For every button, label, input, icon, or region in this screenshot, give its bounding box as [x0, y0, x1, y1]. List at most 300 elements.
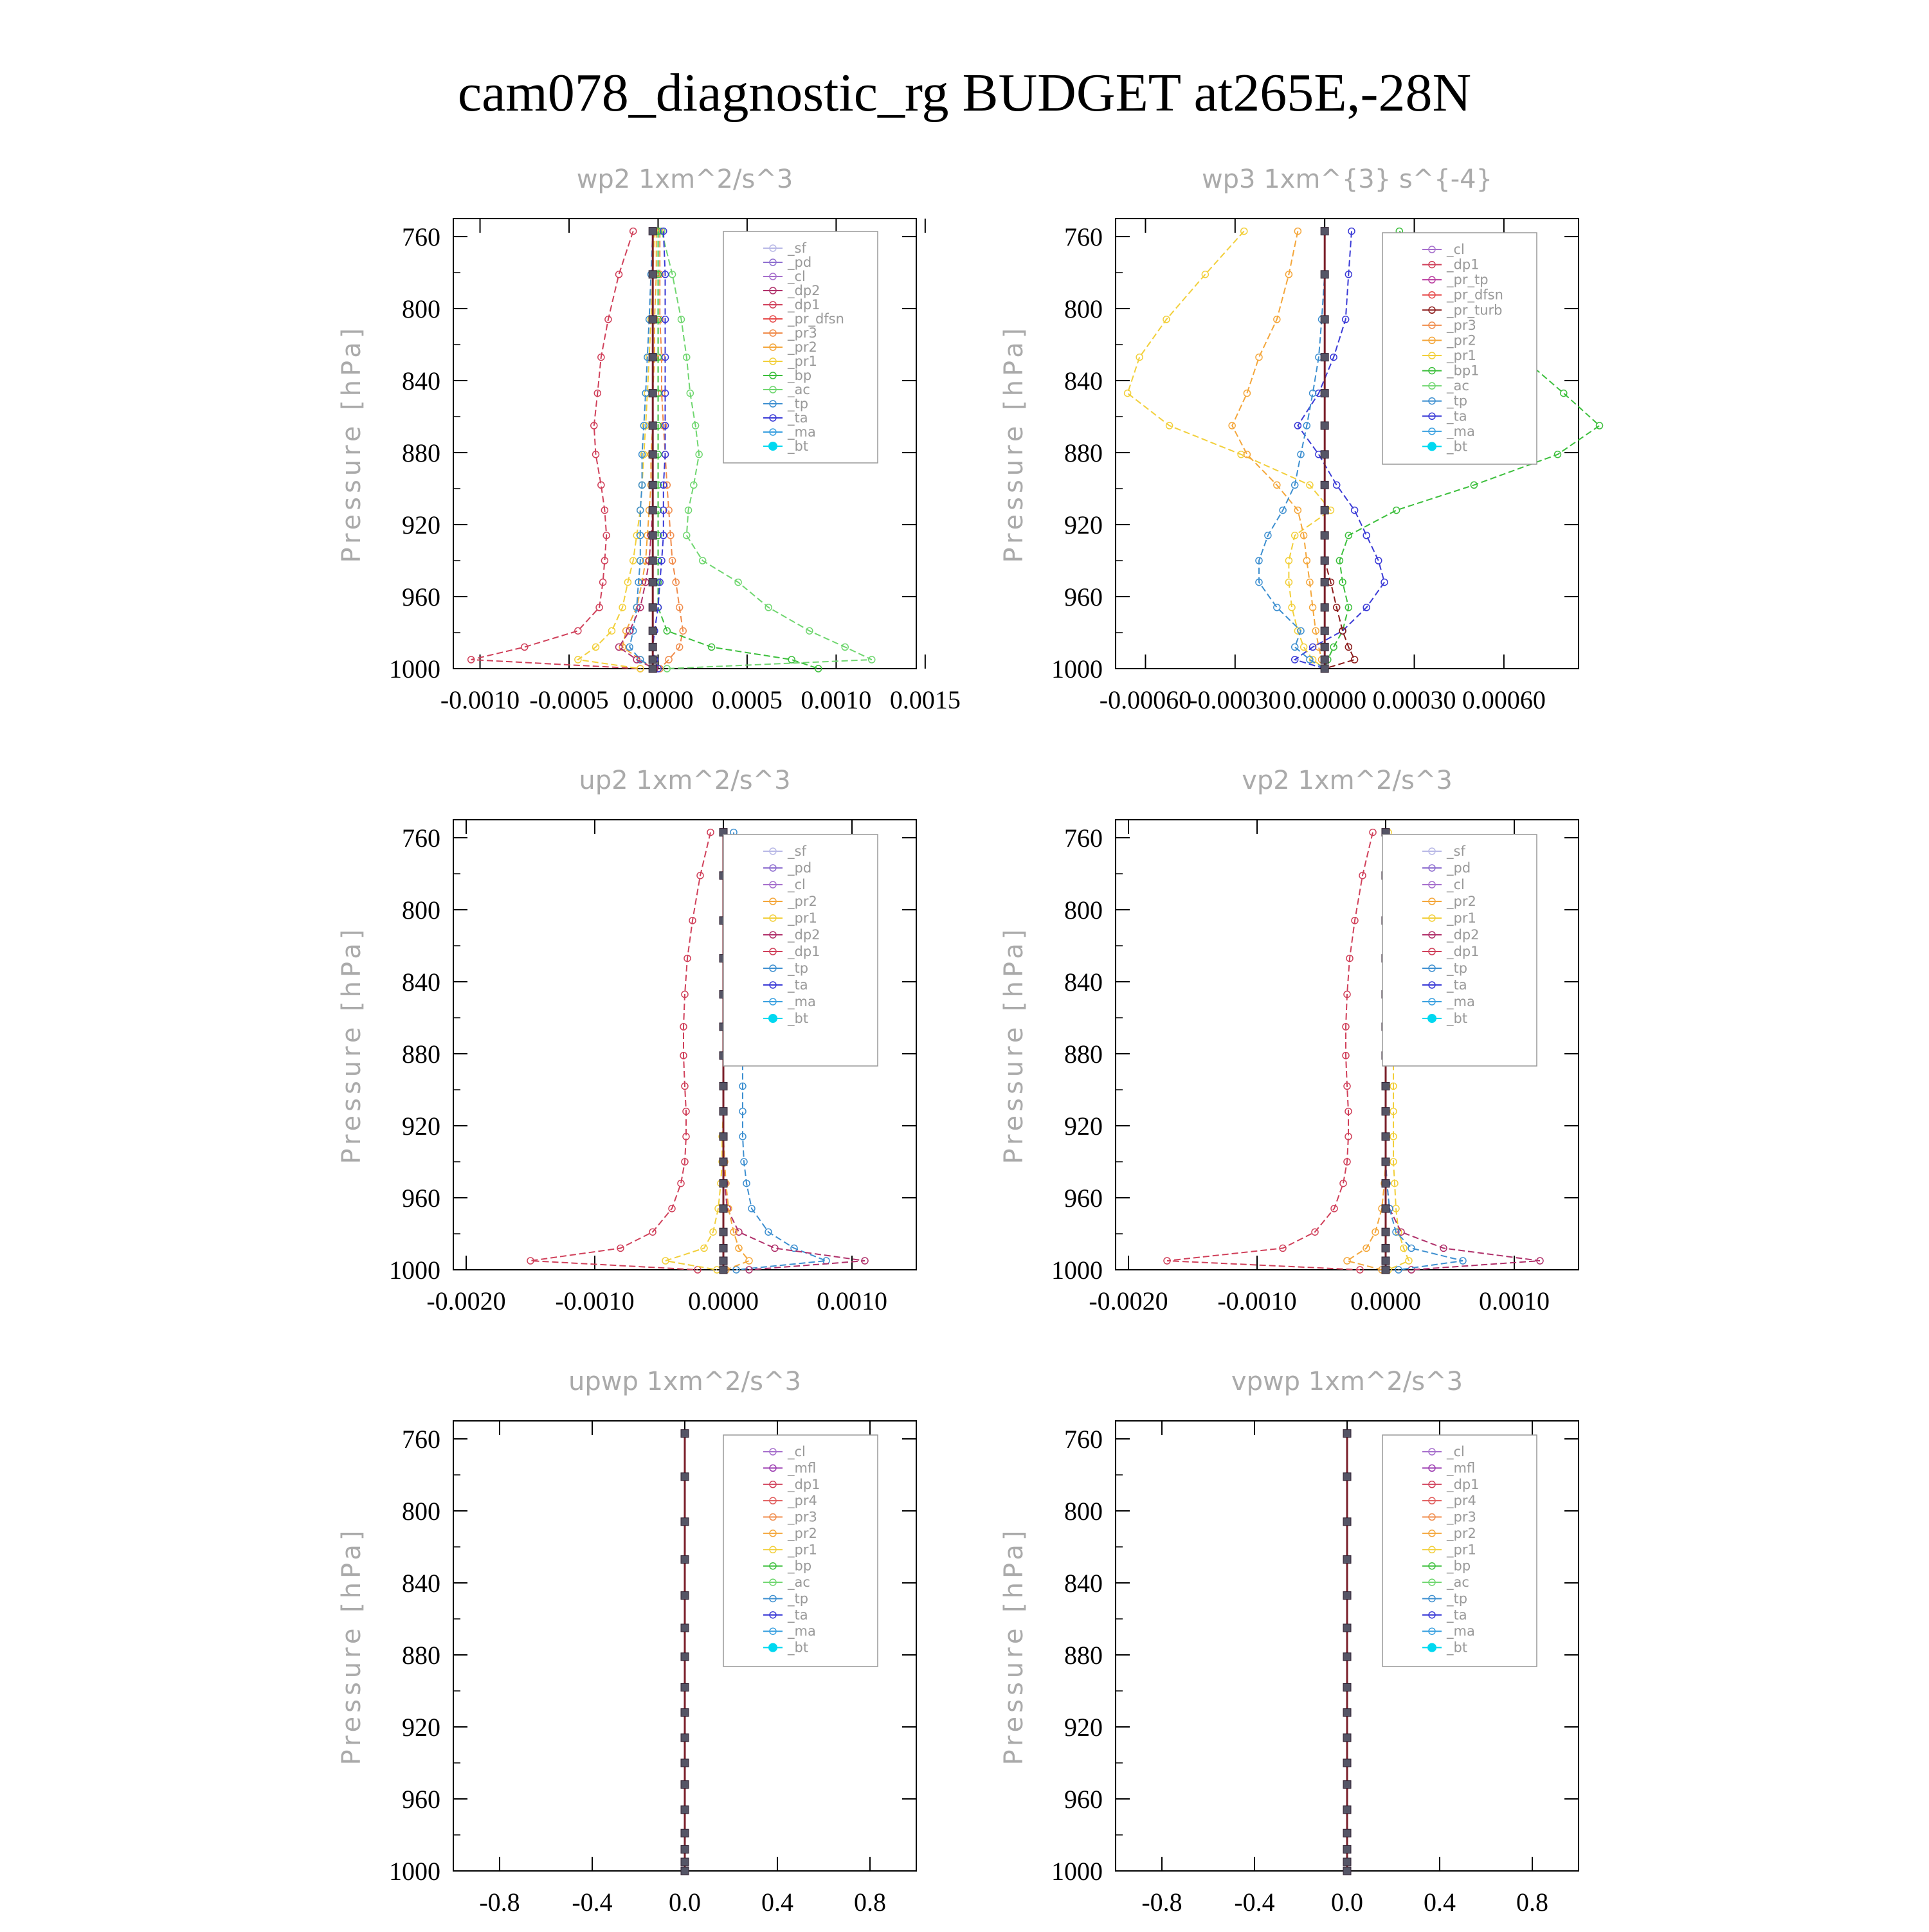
- data-point: [681, 1845, 689, 1853]
- data-point: [649, 656, 657, 664]
- series-line-pr2: [1347, 833, 1386, 1270]
- legend-entry: _cl: [788, 269, 806, 284]
- y-tick-label: 760: [402, 222, 440, 251]
- y-tick-label: 760: [1064, 222, 1103, 251]
- y-tick-label: 800: [402, 1497, 440, 1526]
- data-point: [1382, 1108, 1390, 1115]
- data-point: [1321, 532, 1328, 539]
- x-tick-label: 0.0010: [1479, 1286, 1550, 1315]
- data-point: [1321, 507, 1328, 514]
- x-tick-label: -0.0010: [440, 685, 520, 714]
- data-point: [720, 1228, 727, 1236]
- data-point: [1382, 1257, 1390, 1265]
- legend-entry: _tp: [1447, 393, 1468, 409]
- data-point: [720, 1133, 727, 1141]
- data-point: [1321, 271, 1328, 278]
- data-point: [681, 1709, 689, 1717]
- data-point: [1321, 656, 1328, 664]
- data-point: [720, 1158, 727, 1166]
- legend-entry: _ac: [788, 1575, 810, 1591]
- x-tick-label: 0.0005: [711, 685, 783, 714]
- data-point: [649, 507, 657, 514]
- series-line-pr2: [622, 231, 657, 669]
- data-point: [1321, 481, 1328, 489]
- legend-entry: _pr_dfsn: [788, 311, 844, 327]
- legend-entry: _pd: [1447, 860, 1471, 876]
- y-axis-label: Pressure [hPa]: [999, 925, 1029, 1164]
- y-tick-label: 920: [402, 510, 440, 539]
- data-point: [608, 627, 615, 634]
- data-point: [681, 1653, 689, 1661]
- x-tick-label: 0.4: [1424, 1888, 1456, 1917]
- legend: [1382, 835, 1537, 1066]
- data-point: [1321, 665, 1328, 673]
- y-tick-label: 920: [402, 1713, 440, 1742]
- data-point: [681, 1624, 689, 1632]
- data-point: [1321, 451, 1328, 458]
- y-axis-label: Pressure [hPa]: [999, 324, 1029, 563]
- data-point: [649, 665, 657, 673]
- legend-entry: _bt: [1447, 438, 1468, 455]
- series-line-pr1: [666, 833, 723, 1270]
- legend-entry: _ma: [1447, 423, 1475, 439]
- data-point: [720, 1180, 727, 1187]
- data-point: [681, 1858, 689, 1866]
- legend-entry: _pr2: [1447, 894, 1476, 909]
- data-point: [1382, 1158, 1390, 1166]
- legend-entry: _ac: [1447, 378, 1469, 394]
- y-tick-label: 840: [1064, 1569, 1103, 1598]
- legend-entry: _dp1: [788, 297, 820, 312]
- x-tick-label: 0.4: [761, 1888, 793, 1917]
- legend-entry: _pr3: [788, 325, 817, 341]
- data-point: [649, 481, 657, 489]
- data-point: [649, 422, 657, 429]
- legend-marker: [768, 442, 777, 451]
- y-tick-label: 920: [1064, 1112, 1103, 1141]
- x-tick-label: 0.0010: [801, 685, 872, 714]
- data-point: [1343, 1829, 1351, 1837]
- data-point: [1343, 1430, 1351, 1438]
- legend-entry: _dp2: [788, 927, 820, 943]
- x-tick-label: 0.8: [1516, 1888, 1548, 1917]
- y-tick-label: 1000: [389, 1857, 440, 1886]
- legend-entry: _pr4: [788, 1493, 817, 1509]
- data-point: [1561, 390, 1567, 397]
- y-tick-label: 960: [1064, 1184, 1103, 1213]
- data-point: [681, 1683, 689, 1691]
- y-tick-label: 920: [1064, 1713, 1103, 1742]
- y-tick-label: 880: [1064, 1040, 1103, 1069]
- y-axis-label: Pressure [hPa]: [337, 324, 367, 563]
- data-point: [649, 316, 657, 323]
- data-point: [1343, 1592, 1351, 1600]
- y-tick-label: 960: [402, 1184, 440, 1213]
- x-tick-label: -0.00030: [1189, 685, 1281, 714]
- data-point: [1343, 1759, 1351, 1767]
- legend-entry: _pr2: [1447, 1525, 1476, 1541]
- legend-entry: _pd: [788, 860, 812, 876]
- data-point: [1321, 390, 1328, 397]
- legend-entry: _bt: [1447, 1639, 1468, 1656]
- chart-panel-6: [999, 1367, 1579, 1917]
- chart-title: upwp 1xm^2/s^3: [568, 1367, 801, 1396]
- legend-entry: _ta: [1447, 408, 1467, 424]
- legend-entry: _pd: [788, 255, 812, 270]
- x-tick-label: -0.0010: [1217, 1286, 1297, 1315]
- data-point: [1352, 656, 1358, 663]
- y-tick-label: 800: [1064, 294, 1103, 323]
- y-tick-label: 1000: [389, 1256, 440, 1285]
- data-point: [1321, 579, 1328, 586]
- y-axis-label: Pressure [hPa]: [999, 1526, 1029, 1765]
- legend-entry: _mfl: [788, 1460, 817, 1476]
- data-point: [1382, 1266, 1390, 1274]
- data-point: [681, 1556, 689, 1564]
- legend-entry: _cl: [788, 877, 806, 892]
- y-tick-label: 1000: [1051, 1857, 1103, 1886]
- data-point: [649, 354, 657, 361]
- data-point: [746, 1258, 752, 1264]
- legend: [723, 231, 878, 463]
- data-point: [720, 1108, 727, 1115]
- x-tick-label: -0.0020: [1089, 1286, 1168, 1315]
- data-point: [1382, 1180, 1390, 1187]
- data-point: [1343, 1653, 1351, 1661]
- data-point: [1352, 507, 1358, 514]
- y-tick-label: 760: [1064, 824, 1103, 853]
- legend-entry: _dp1: [1447, 257, 1480, 273]
- y-tick-label: 880: [402, 1040, 440, 1069]
- legend-entry: _bt: [1447, 1011, 1468, 1026]
- x-tick-label: 0.00000: [1283, 685, 1367, 714]
- data-point: [1321, 557, 1328, 564]
- data-point: [720, 1082, 727, 1090]
- data-point: [681, 1781, 689, 1789]
- data-point: [681, 1430, 689, 1438]
- data-point: [1321, 643, 1328, 651]
- chart-title: wp2 1xm^2/s^3: [576, 165, 793, 194]
- data-point: [1382, 1082, 1390, 1090]
- chart-panel-3: [337, 766, 916, 1315]
- data-point: [649, 627, 657, 635]
- y-tick-label: 840: [402, 968, 440, 997]
- legend-entry: _pr2: [788, 894, 817, 909]
- legend-entry: _ta: [1447, 977, 1467, 993]
- legend-entry: _ma: [1447, 1623, 1475, 1639]
- y-tick-label: 960: [402, 1785, 440, 1814]
- data-point: [1343, 1473, 1351, 1481]
- y-tick-label: 920: [1064, 510, 1103, 539]
- data-point: [1343, 1518, 1351, 1526]
- legend-entry: _pr_dfsn: [1447, 287, 1503, 303]
- legend-entry: _pr3: [788, 1509, 817, 1525]
- data-point: [1256, 354, 1262, 361]
- data-point: [649, 604, 657, 611]
- chart-panel-2: [999, 165, 1603, 714]
- data-point: [720, 1205, 727, 1213]
- y-tick-label: 840: [1064, 366, 1103, 395]
- legend-entry: _tp: [788, 396, 809, 411]
- x-tick-label: -0.4: [572, 1888, 613, 1917]
- legend-entry: _bp: [1447, 1558, 1471, 1574]
- legend-entry: _pr1: [788, 354, 817, 369]
- legend: [723, 1435, 878, 1666]
- legend-entry: _pr_turb: [1447, 302, 1503, 318]
- series-line-pr1: [578, 231, 655, 669]
- x-tick-label: 0.0010: [817, 1286, 887, 1315]
- legend-entry: _pr1: [788, 1542, 817, 1558]
- x-tick-label: 0.0000: [622, 685, 694, 714]
- x-tick-label: 0.0: [669, 1888, 701, 1917]
- y-tick-label: 960: [402, 582, 440, 611]
- data-point: [1321, 316, 1328, 323]
- data-point: [1136, 354, 1143, 361]
- legend: [1382, 233, 1537, 464]
- data-point: [649, 579, 657, 586]
- y-tick-label: 880: [402, 438, 440, 467]
- legend-entry: _sf: [788, 844, 806, 859]
- legend-entry: _bp1: [1447, 363, 1480, 379]
- data-point: [1330, 644, 1337, 650]
- legend-entry: _ta: [788, 410, 808, 426]
- data-point: [1375, 557, 1382, 564]
- data-point: [681, 1829, 689, 1837]
- legend-entry: _sf: [788, 240, 806, 256]
- series-line-pr1: [1128, 231, 1331, 669]
- legend-entry: _dp1: [788, 944, 820, 959]
- legend-marker: [1427, 442, 1436, 451]
- data-point: [1343, 1867, 1351, 1875]
- chart-title: vpwp 1xm^2/s^3: [1231, 1367, 1463, 1396]
- y-tick-label: 1000: [389, 655, 440, 683]
- legend-entry: _dp1: [1447, 944, 1480, 959]
- y-tick-label: 800: [1064, 1497, 1103, 1526]
- data-point: [681, 1734, 689, 1742]
- legend-entry: _ma: [788, 994, 816, 1009]
- y-tick-label: 840: [402, 1569, 440, 1598]
- data-point: [1321, 627, 1328, 635]
- legend-entry: _pr4: [1447, 1493, 1476, 1509]
- y-tick-label: 760: [402, 824, 440, 853]
- series-line-pr3: [660, 231, 683, 669]
- x-tick-label: -0.8: [479, 1888, 520, 1917]
- data-point: [1334, 482, 1340, 488]
- y-tick-label: 760: [402, 1425, 440, 1454]
- y-tick-label: 800: [402, 294, 440, 323]
- legend-entry: _dp2: [788, 283, 820, 298]
- legend-entry: _tp: [1447, 961, 1468, 976]
- legend-marker: [1427, 1643, 1436, 1652]
- y-tick-label: 1000: [1051, 655, 1103, 683]
- y-tick-label: 880: [1064, 438, 1103, 467]
- data-point: [649, 532, 657, 539]
- data-point: [666, 656, 672, 663]
- data-point: [1321, 354, 1328, 361]
- series-line-pr2: [1232, 231, 1325, 669]
- x-tick-label: 0.0: [1331, 1888, 1363, 1917]
- x-tick-label: -0.0020: [426, 1286, 506, 1315]
- x-tick-label: 0.00060: [1462, 685, 1546, 714]
- legend-entry: _bt: [788, 1011, 809, 1026]
- x-tick-label: 0.00030: [1372, 685, 1456, 714]
- legend-entry: _pr3: [1447, 317, 1476, 333]
- data-point: [1343, 1845, 1351, 1853]
- data-point: [1343, 1556, 1351, 1564]
- legend-entry: _pr_tp: [1447, 272, 1489, 288]
- y-tick-label: 800: [402, 896, 440, 925]
- legend-entry: _tp: [788, 1591, 809, 1607]
- data-point: [1343, 1709, 1351, 1717]
- y-tick-label: 880: [1064, 1641, 1103, 1670]
- y-tick-label: 960: [1064, 1785, 1103, 1814]
- legend-entry: _mfl: [1447, 1460, 1476, 1476]
- legend-entry: _tp: [1447, 1591, 1468, 1607]
- x-tick-label: -0.0005: [529, 685, 609, 714]
- legend-entry: _cl: [1447, 1444, 1465, 1459]
- legend: [1382, 1435, 1537, 1666]
- x-tick-label: -0.8: [1141, 1888, 1182, 1917]
- chart-title: up2 1xm^2/s^3: [579, 766, 791, 795]
- x-tick-label: 0.0015: [889, 685, 961, 714]
- legend-entry: _ta: [788, 1607, 808, 1623]
- data-point: [788, 656, 795, 663]
- page-title: cam078_diagnostic_rg BUDGET at265E,-28N: [457, 63, 1472, 123]
- data-point: [720, 1244, 727, 1252]
- legend-entry: _ac: [1447, 1575, 1469, 1591]
- y-tick-label: 960: [1064, 582, 1103, 611]
- data-point: [1125, 390, 1131, 397]
- series-line-tp: [629, 231, 655, 669]
- x-tick-label: -0.0010: [555, 1286, 635, 1315]
- data-point: [1292, 644, 1298, 650]
- data-point: [1321, 604, 1328, 611]
- legend-marker: [1427, 1014, 1436, 1023]
- legend-entry: _cl: [1447, 242, 1465, 257]
- legend-entry: _pr2: [788, 1525, 817, 1541]
- legend-entry: _dp1: [1447, 1476, 1480, 1492]
- legend-entry: _pr2: [1447, 332, 1476, 348]
- data-point: [1241, 228, 1247, 235]
- chart-panel-5: [337, 1367, 916, 1917]
- legend-entry: _dp2: [1447, 927, 1480, 943]
- data-point: [1343, 1781, 1351, 1789]
- data-point: [1343, 1806, 1351, 1814]
- data-point: [649, 390, 657, 397]
- legend-entry: _cl: [1447, 877, 1465, 892]
- data-point: [649, 228, 657, 235]
- data-point: [649, 557, 657, 564]
- data-point: [1343, 1683, 1351, 1691]
- data-point: [649, 643, 657, 651]
- data-point: [521, 644, 528, 650]
- data-point: [720, 1257, 727, 1265]
- legend-entry: _pr1: [1447, 1542, 1476, 1558]
- data-point: [681, 1867, 689, 1875]
- data-point: [649, 451, 657, 458]
- y-axis-label: Pressure [hPa]: [337, 925, 367, 1164]
- data-point: [575, 627, 581, 634]
- x-tick-label: -0.4: [1234, 1888, 1275, 1917]
- data-point: [1321, 228, 1328, 235]
- data-point: [720, 1266, 727, 1274]
- x-tick-label: -0.00060: [1099, 685, 1192, 714]
- data-point: [1382, 1244, 1390, 1252]
- legend-entry: _pr3: [1447, 1509, 1476, 1525]
- series-line-dp1: [471, 231, 640, 669]
- data-point: [681, 1759, 689, 1767]
- legend-entry: _dp1: [788, 1476, 820, 1492]
- series-line-ta: [653, 231, 665, 669]
- x-tick-label: 0.0000: [688, 1286, 759, 1315]
- data-point: [681, 1518, 689, 1526]
- data-point: [1382, 1228, 1390, 1236]
- legend-entry: _ac: [788, 382, 810, 397]
- y-tick-label: 880: [402, 1641, 440, 1670]
- legend-entry: _cl: [788, 1444, 806, 1459]
- y-tick-label: 1000: [1051, 1256, 1103, 1285]
- data-point: [1343, 1858, 1351, 1866]
- legend-entry: _sf: [1447, 844, 1465, 859]
- legend-entry: _ta: [788, 977, 808, 993]
- data-point: [681, 1592, 689, 1600]
- data-point: [1321, 422, 1328, 429]
- data-point: [1597, 422, 1603, 429]
- chart-panel-4: [999, 766, 1579, 1315]
- y-tick-label: 800: [1064, 896, 1103, 925]
- legend-entry: _tp: [788, 961, 809, 976]
- y-tick-label: 840: [402, 366, 440, 395]
- legend: [723, 835, 878, 1066]
- chart-title: wp3 1xm^{3} s^{-4}: [1201, 165, 1493, 194]
- data-point: [1343, 1624, 1351, 1632]
- y-axis-label: Pressure [hPa]: [337, 1526, 367, 1765]
- legend-entry: _ma: [1447, 994, 1475, 1009]
- x-tick-label: 0.8: [854, 1888, 886, 1917]
- data-point: [1244, 390, 1250, 397]
- legend-entry: _ma: [788, 1623, 816, 1639]
- data-point: [1382, 1133, 1390, 1141]
- data-point: [1343, 1734, 1351, 1742]
- x-tick-label: 0.0000: [1350, 1286, 1421, 1315]
- legend-entry: _ta: [1447, 1607, 1467, 1623]
- chart-panel-1: [337, 165, 961, 714]
- legend-entry: _bt: [788, 1639, 809, 1656]
- legend-entry: _pr1: [1447, 910, 1476, 926]
- data-point: [681, 1473, 689, 1481]
- data-point: [1393, 507, 1400, 514]
- series-line-ta: [1295, 231, 1384, 669]
- legend-entry: _bt: [788, 438, 809, 454]
- data-point: [1274, 604, 1280, 611]
- y-tick-label: 840: [1064, 968, 1103, 997]
- legend-marker: [768, 1014, 777, 1023]
- data-point: [1363, 532, 1370, 539]
- legend-marker: [768, 1643, 777, 1652]
- series-line-dp1: [530, 833, 711, 1270]
- legend-entry: _pr1: [1447, 348, 1476, 363]
- y-tick-label: 760: [1064, 1425, 1103, 1454]
- series-line-pr_turb: [1325, 231, 1354, 669]
- data-point: [681, 1806, 689, 1814]
- y-tick-label: 920: [402, 1112, 440, 1141]
- series-line-dp1: [1167, 833, 1373, 1270]
- legend-entry: _ma: [788, 424, 816, 440]
- chart-title: vp2 1xm^2/s^3: [1242, 766, 1453, 795]
- data-point: [649, 271, 657, 278]
- legend-entry: _pr1: [788, 910, 817, 926]
- legend-entry: _bp: [788, 368, 812, 383]
